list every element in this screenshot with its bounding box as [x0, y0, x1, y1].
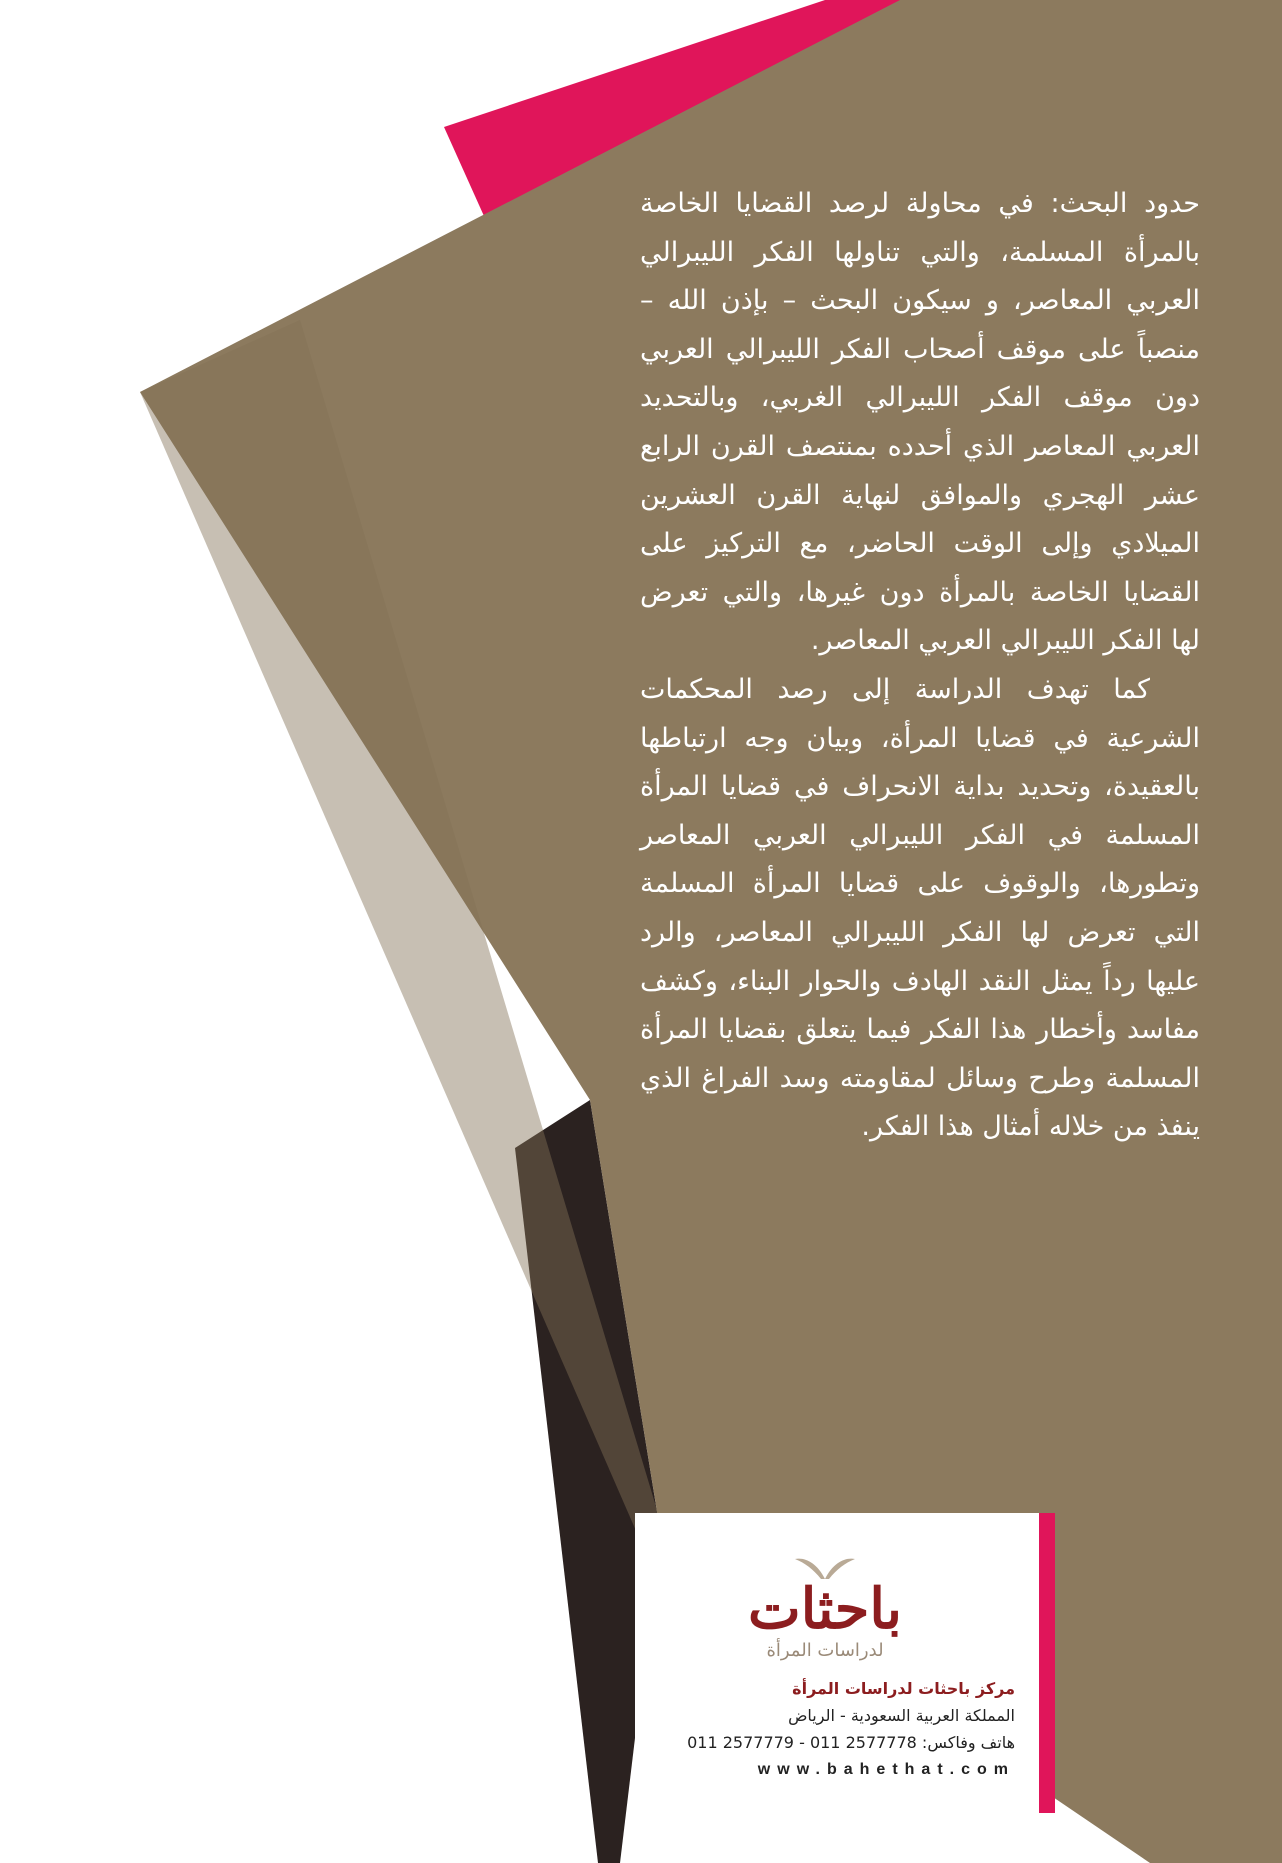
logo-subtitle: لدراسات المرأة [766, 1640, 884, 1661]
publisher-location: المملكة العربية السعودية - الرياض [788, 1706, 1015, 1725]
publisher-name: مركز باحثات لدراسات المرأة [792, 1679, 1015, 1698]
publisher-logo [705, 1551, 945, 1671]
publisher-phone: هاتف وفاكس: 2577778 011 - 2577779 011 [687, 1733, 1015, 1752]
summary-paragraph-2: كما تهدف الدراسة إلى رصد المحكمات الشرعية في قضايا المرأة، وبيان وجه ارتباطها بالعقيدة، وتحديد بداية الانحراف في قضايا المرأة المسلمة في الفكر الليبرالي العربي المعاصر وتطورها، والوقوف على قضايا المرأة المسلمة التي تعرض لها الفكر الليبرالي المعاصر، والرد عليها رداً يمثل النقد الهادف والحوار البناء، وكشف مفاسد وأخطار هذا الفكر فيما يتعلق بقضايا المرأة المسلمة وطرح وسائل لمقاومته وسد الفراغ الذي ينفذ من خلاله أمثال هذا الفكر. [640, 673, 1200, 1143]
pink-stripe [1039, 1513, 1055, 1813]
logo-wordmark: باحثات [748, 1576, 902, 1642]
publisher-contact [655, 1675, 1015, 1783]
publisher-card [635, 1513, 1055, 1813]
summary-paragraph-1: حدود البحث: في محاولة لرصد القضايا الخاصة بالمرأة المسلمة، والتي تناولها الفكر الليبرالي العربي المعاصر، و سيكون البحث – بإذن الله – منصباً على موقف أصحاب الفكر الليبرالي العربي دون موقف الفكر الليبرالي الغربي، وبالتحديد العربي المعاصر الذي أحدده بمنتصف القرن الرابع عشر الهجري والموافق لنهاية القرن العشرين الميلادي وإلى الوقت الحاضر، مع التركيز على القضايا الخاصة بالمرأة دون غيرها، والتي تعرض لها الفكر الليبرالي العربي المعاصر. [640, 188, 1200, 657]
summary-text [640, 180, 1200, 1152]
publisher-website[interactable]: www.bahethat.com [757, 1761, 1015, 1778]
